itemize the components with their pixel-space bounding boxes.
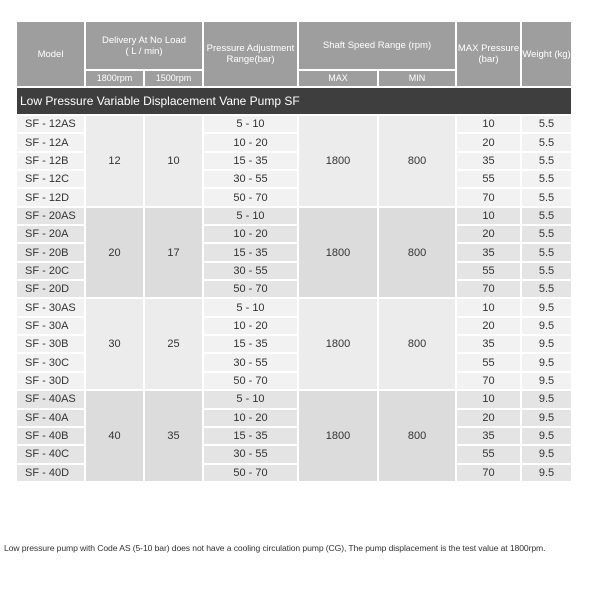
- pressure-range-cell: 10 - 20: [203, 317, 298, 335]
- weight-cell: 5.5: [521, 207, 572, 225]
- max-pressure-cell: 35: [456, 335, 521, 353]
- header-pressure-adjustment: Pressure Adjustment Range(bar): [203, 21, 298, 87]
- max-pressure-cell: 55: [456, 262, 521, 280]
- weight-cell: 5.5: [521, 280, 572, 298]
- weight-cell: 9.5: [521, 409, 572, 427]
- delivery-1500-cell: 35: [144, 390, 203, 482]
- header-model: Model: [16, 21, 85, 87]
- header-delivery: [85, 21, 203, 70]
- max-pressure-cell: 35: [456, 152, 521, 170]
- table-row: [16, 115, 572, 133]
- max-pressure-cell: 20: [456, 225, 521, 243]
- max-pressure-cell: 20: [456, 409, 521, 427]
- pressure-range-cell: 15 - 35: [203, 335, 298, 353]
- pressure-range-cell: 5 - 10: [203, 390, 298, 408]
- weight-cell: 9.5: [521, 317, 572, 335]
- delivery-1800-cell: 12: [85, 115, 144, 207]
- pressure-range-cell: 5 - 10: [203, 115, 298, 133]
- model-cell: SF - 30AS: [16, 298, 85, 316]
- weight-cell: 9.5: [521, 353, 572, 371]
- model-cell: SF - 40C: [16, 445, 85, 463]
- delivery-1500-cell: 10: [144, 115, 203, 207]
- weight-cell: 5.5: [521, 225, 572, 243]
- model-cell: SF - 30C: [16, 353, 85, 371]
- pressure-range-cell: 30 - 55: [203, 445, 298, 463]
- model-cell: SF - 30D: [16, 372, 85, 390]
- model-cell: SF - 20A: [16, 225, 85, 243]
- weight-cell: 5.5: [521, 262, 572, 280]
- model-cell: SF - 40B: [16, 427, 85, 445]
- pressure-range-cell: 50 - 70: [203, 188, 298, 206]
- pressure-range-cell: 10 - 20: [203, 133, 298, 151]
- footnote: Low pressure pump with Code AS (5-10 bar) does not have a cooling circulation pump (CG), The pump displacement is the test value at 1800rpm.: [4, 543, 546, 553]
- header-delivery-1500: 1500rpm: [144, 70, 203, 87]
- weight-cell: 9.5: [521, 372, 572, 390]
- max-pressure-cell: 55: [456, 170, 521, 188]
- model-cell: SF - 30B: [16, 335, 85, 353]
- max-pressure-cell: 35: [456, 243, 521, 261]
- speed-max-cell: 1800: [298, 390, 378, 482]
- delivery-1800-cell: 40: [85, 390, 144, 482]
- pressure-range-cell: 10 - 20: [203, 225, 298, 243]
- max-pressure-cell: 20: [456, 317, 521, 335]
- pressure-range-cell: 50 - 70: [203, 372, 298, 390]
- weight-cell: 9.5: [521, 335, 572, 353]
- max-pressure-cell: 10: [456, 207, 521, 225]
- model-cell: SF - 40AS: [16, 390, 85, 408]
- max-pressure-cell: 70: [456, 188, 521, 206]
- pressure-range-cell: 30 - 55: [203, 353, 298, 371]
- max-pressure-cell: 20: [456, 133, 521, 151]
- pressure-range-cell: 5 - 10: [203, 207, 298, 225]
- pressure-range-cell: 50 - 70: [203, 280, 298, 298]
- model-cell: SF - 20AS: [16, 207, 85, 225]
- weight-cell: 9.5: [521, 427, 572, 445]
- spec-table: [15, 20, 573, 483]
- weight-cell: 9.5: [521, 298, 572, 316]
- speed-min-cell: 800: [378, 298, 456, 390]
- weight-cell: 5.5: [521, 115, 572, 133]
- model-cell: SF - 12D: [16, 188, 85, 206]
- speed-min-cell: 800: [378, 115, 456, 207]
- max-pressure-cell: 70: [456, 464, 521, 482]
- speed-min-cell: 800: [378, 390, 456, 482]
- pressure-range-cell: 15 - 35: [203, 152, 298, 170]
- model-cell: SF - 12B: [16, 152, 85, 170]
- table-row: [16, 390, 572, 408]
- header-weight: Weight (kg): [521, 21, 572, 87]
- speed-max-cell: 1800: [298, 298, 378, 390]
- table-row: [16, 298, 572, 316]
- header-max-pressure: MAX Pressure (bar): [456, 21, 521, 87]
- delivery-1800-cell: 20: [85, 207, 144, 299]
- header-delivery-1800: 1800rpm: [85, 70, 144, 87]
- max-pressure-cell: 55: [456, 353, 521, 371]
- speed-max-cell: 1800: [298, 207, 378, 299]
- delivery-1500-cell: 17: [144, 207, 203, 299]
- model-cell: SF - 20D: [16, 280, 85, 298]
- weight-cell: 9.5: [521, 390, 572, 408]
- max-pressure-cell: 70: [456, 372, 521, 390]
- delivery-1500-cell: 25: [144, 298, 203, 390]
- weight-cell: 5.5: [521, 133, 572, 151]
- pressure-range-cell: 15 - 35: [203, 427, 298, 445]
- speed-min-cell: 800: [378, 207, 456, 299]
- pressure-range-cell: 10 - 20: [203, 409, 298, 427]
- pressure-range-cell: 50 - 70: [203, 464, 298, 482]
- model-cell: SF - 12A: [16, 133, 85, 151]
- spec-table-container: [15, 20, 571, 483]
- weight-cell: 5.5: [521, 152, 572, 170]
- weight-cell: 9.5: [521, 445, 572, 463]
- weight-cell: 5.5: [521, 188, 572, 206]
- weight-cell: 5.5: [521, 170, 572, 188]
- weight-cell: 5.5: [521, 243, 572, 261]
- max-pressure-cell: 35: [456, 427, 521, 445]
- pressure-range-cell: 5 - 10: [203, 298, 298, 316]
- model-cell: SF - 12AS: [16, 115, 85, 133]
- weight-cell: 9.5: [521, 464, 572, 482]
- model-cell: SF - 30A: [16, 317, 85, 335]
- max-pressure-cell: 55: [456, 445, 521, 463]
- max-pressure-cell: 10: [456, 298, 521, 316]
- delivery-1800-cell: 30: [85, 298, 144, 390]
- section-title: Low Pressure Variable Displacement Vane Pump SF: [16, 87, 572, 115]
- model-cell: SF - 20B: [16, 243, 85, 261]
- spec-table-body: [16, 87, 572, 482]
- model-cell: SF - 40D: [16, 464, 85, 482]
- header-shaft-speed: Shaft Speed Range (rpm): [298, 21, 456, 70]
- table-row: [16, 207, 572, 225]
- pressure-range-cell: 30 - 55: [203, 170, 298, 188]
- header-delivery-label: Delivery At No Load ( L / min): [102, 34, 186, 57]
- model-cell: SF - 40A: [16, 409, 85, 427]
- speed-max-cell: 1800: [298, 115, 378, 207]
- model-cell: SF - 12C: [16, 170, 85, 188]
- pressure-range-cell: 15 - 35: [203, 243, 298, 261]
- header-shaft-max: MAX: [298, 70, 378, 87]
- max-pressure-cell: 10: [456, 115, 521, 133]
- max-pressure-cell: 70: [456, 280, 521, 298]
- max-pressure-cell: 10: [456, 390, 521, 408]
- model-cell: SF - 20C: [16, 262, 85, 280]
- header-shaft-min: MIN: [378, 70, 456, 87]
- pressure-range-cell: 30 - 55: [203, 262, 298, 280]
